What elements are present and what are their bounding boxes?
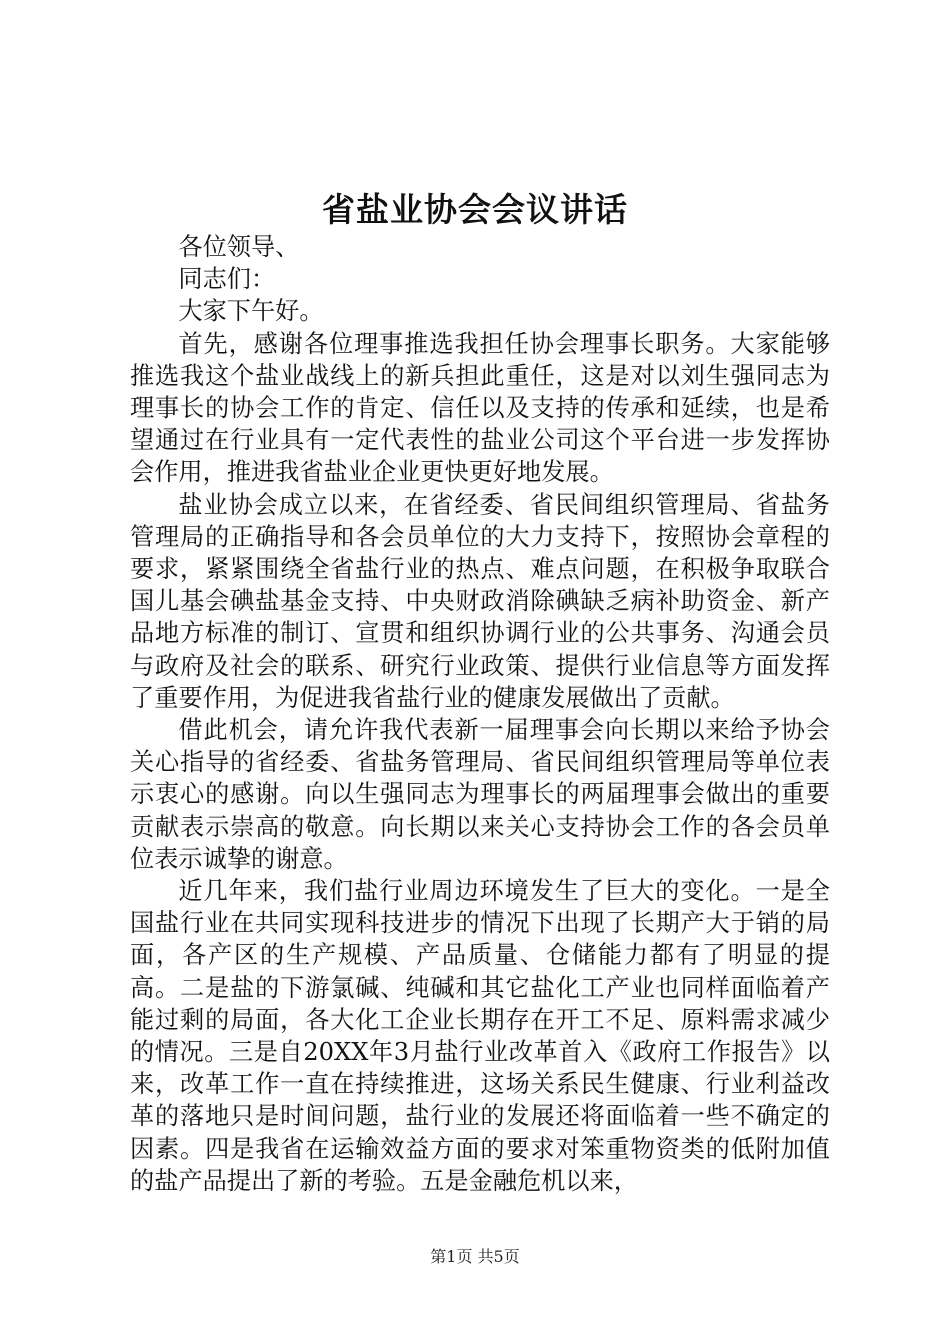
salutation-comrades: 同志们：: [178, 265, 276, 294]
page-footer: 第1页 共5页: [430, 1247, 520, 1266]
paragraph-gratitude: 借此机会，请允许我代表新一届理事会向长期以来给予协会关心指导的省经委、省盐务管理局、省民间组织管理局等单位表示衷心的感谢。向以生强同志为理事长的两届理事会做出的重要贡献表示崇高的敬意。向长期以来关心支持协会工作的各会员单位表示诚挚的谢意。: [130, 716, 830, 873]
paragraph-achievements: 盐业协会成立以来，在省经委、省民间组织管理局、省盐务管理局的正确指导和各会员单位的大力支持下，按照协会章程的要求，紧紧围绕全省盐行业的热点、难点问题，在积极争取联合国儿基会碘盐基金支持、中央财政消除碘缺乏病补助资金、新产品地方标准的制订、宣贯和组织协调行业的公共事务、沟通会员与政府及社会的联系、研究行业政策、提供行业信息等方面发挥了重要作用，为促进我省盐行业的健康发展做出了贡献。: [130, 490, 830, 712]
paragraph-environment: 近几年来，我们盐行业周边环境发生了巨大的变化。一是全国盐行业在共同实现科技进步的情况下出现了长期产大于销的局面，各产区的生产规模、产品质量、仓储能力都有了明显的提高。二是盐的下游氯碱、纯碱和其它盐化工产业也同样面临着产能过剩的局面，各大化工企业长期存在开工不足、原料需求减少的情况。三是自20XX年3月盐行业改革首入《政府工作报告》以来，改革工作一直在持续推进，这场关系民生健康、行业利益改革的落地只是时间问题，盐行业的发展还将面临着一些不确定的因素。四是我省在运输效益方面的要求对笨重物资类的低附加值的盐产品提出了新的考验。五是金融危机以来，: [130, 877, 830, 1195]
salutation-leaders: 各位领导、: [178, 233, 300, 261]
paragraph-thanks: 首先，感谢各位理事推选我担任协会理事长职务。大家能够推选我这个盐业战线上的新兵担此重任，这是对以刘生强同志为理事长的协会工作的肯定、信任以及支持的传承和延续，也是希望通过在行业具有一定代表性的盐业公司这个平台进一步发挥协会作用，推进我省盐业企业更快更好地发展。: [130, 329, 830, 487]
document-body: [130, 231, 830, 1197]
greeting: 大家下午好。: [178, 297, 324, 326]
document-title: 省盐业协会会议讲话: [322, 190, 628, 229]
